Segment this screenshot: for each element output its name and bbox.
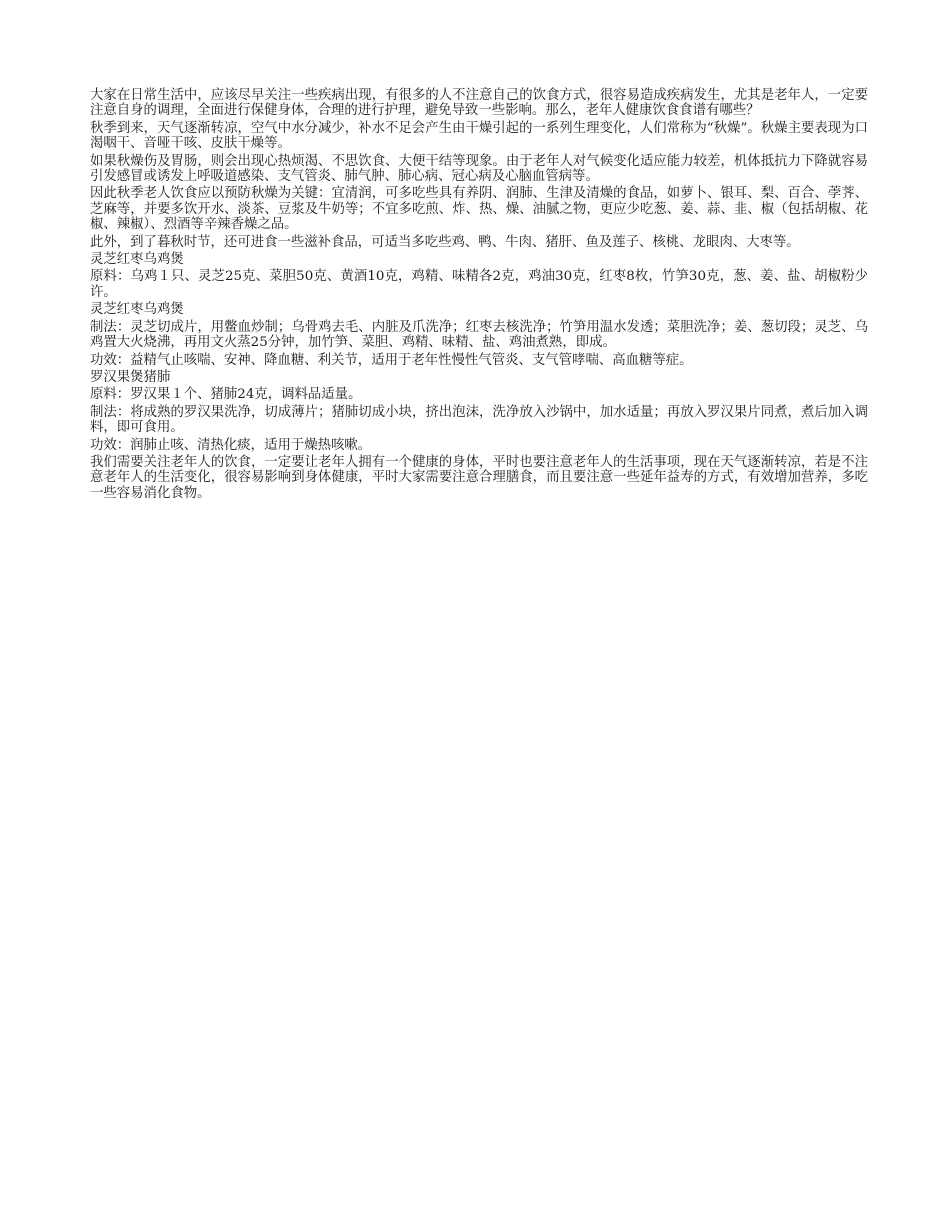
recipe-1-title-repeat: 灵芝红枣乌鸡煲 — [90, 302, 184, 318]
recipe-1-title: 灵芝红枣乌鸡煲 — [90, 252, 184, 268]
stomach-paragraph: 如果秋燥伤及胃肠，则会出现心热烦渴、不思饮食、大便干结等现象。由于老年人对气候变化适应能力较差，机体抵抗力下降就容易引发感冒或诱发上呼吸道感染、支气管炎、肺气肿、肺心病、冠心病及心脑血管病等。 — [90, 153, 868, 185]
recipe-2-ingredients: 原料：罗汉果１个、猪肺24克，调料品适量。 — [90, 387, 362, 403]
recipe-2-title: 罗汉果煲猪肺 — [90, 369, 171, 385]
recipe-1-effect: 功效：益精气止咳喘、安神、降血糖、利关节，适用于老年性慢性气管炎、支气管哮喘、高血糖等症。 — [90, 352, 693, 368]
recipe-1-method: 制法：灵芝切成片，用鳖血炒制；乌骨鸡去毛、内脏及爪洗净；红枣去核洗净；竹笋用温水发透；菜胆洗净；姜、葱切段；灵芝、乌鸡置大火烧沸，再用文火蒸25分钟，加竹笋、菜胆、鸡精、味精、盐、鸡油煮熟，即成。 — [90, 319, 868, 351]
late-autumn-paragraph: 此外，到了暮秋时节，还可进食一些滋补食品，可适当多吃些鸡、鸭、牛肉、猪肝、鱼及莲子、核桃、龙眼肉、大枣等。 — [90, 234, 800, 250]
autumn-dryness-paragraph: 秋季到来，天气逐渐转凉，空气中水分减少，补水不足会产生由干燥引起的一系列生理变化，人们常称为“秋燥”。秋燥主要表现为口渴咽干、音哑干咳、皮肤干燥等。 — [90, 120, 868, 152]
recipe-2-method: 制法：将成熟的罗汉果洗净，切成薄片；猪肺切成小块，挤出泡沫，洗净放入沙锅中，加水适量；再放入罗汉果片同煮，煮后加入调料，即可食用。 — [90, 404, 868, 436]
conclusion-paragraph: 我们需要关注老年人的饮食，一定要让老年人拥有一个健康的身体，平时也要注意老年人的生活事项，现在天气逐渐转凉，若是不注意老年人的生活变化，很容易影响到身体健康，平时大家需要注意合理膳食，而且要注意一些延年益寿的方式，有效增加营养，多吃一些容易消化食物。 — [90, 454, 868, 501]
document-body — [90, 88, 868, 503]
diet-advice-paragraph: 因此秋季老人饮食应以预防秋燥为关键：宜清润，可多吃些具有养阴、润肺、生津及清燥的食品，如萝卜、银耳、梨、百合、荸荠、芝麻等，并要多饮开水、淡茶、豆浆及牛奶等；不宜多吃煎、炸、热、燥、油腻之物，更应少吃葱、姜、蒜、韭、椒（包括胡椒、花椒、辣椒）、烈酒等辛辣香燥之品。 — [90, 186, 868, 233]
recipe-1-ingredients: 原料：乌鸡１只、灵芝25克、菜胆50克、黄酒10克，鸡精、味精各2克，鸡油30克，红枣8枚，竹笋30克，葱、姜、盐、胡椒粉少许。 — [90, 269, 868, 300]
recipe-2-effect: 功效：润肺止咳、清热化痰，适用于燥热咳嗽。 — [90, 437, 372, 453]
intro-paragraph: 大家在日常生活中，应该尽早关注一些疾病出现，有很多的人不注意自己的饮食方式，很容易造成疾病发生，尤其是老年人，一定要注意自身的调理，全面进行保健身体，合理的进行护理，避免导致一些影响。那么，老年人健康饮食食谱有哪些？ — [90, 88, 868, 119]
